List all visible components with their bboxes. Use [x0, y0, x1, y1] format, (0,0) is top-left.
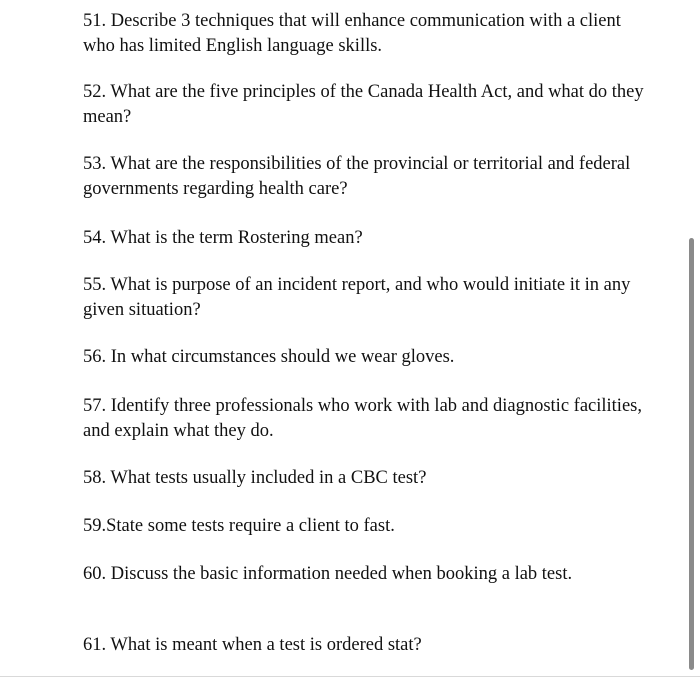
- question-57: 57. Identify three professionals who work with lab and diagnostic facilities, and explain what they do.: [83, 396, 642, 441]
- question-55: 55. What is purpose of an incident report, and who would initiate it in any given situation?: [83, 275, 631, 320]
- question-59: 59.State some tests require a client to fast.: [83, 516, 395, 536]
- question-54: 54. What is the term Rostering mean?: [83, 228, 363, 248]
- vertical-scrollbar[interactable]: [689, 238, 694, 670]
- question-61: 61. What is meant when a test is ordered stat?: [83, 635, 422, 655]
- question-56: 56. In what circumstances should we wear gloves.: [83, 347, 455, 367]
- question-53: 53. What are the responsibilities of the provincial or territorial and federal governments regarding health care?: [83, 154, 631, 199]
- question-58: 58. What tests usually included in a CBC test?: [83, 468, 427, 488]
- question-52: 52. What are the five principles of the Canada Health Act, and what do they mean?: [83, 82, 644, 127]
- question-51: 51. Describe 3 techniques that will enhance communication with a client who has limited English language skills.: [83, 11, 621, 56]
- bottom-divider: [0, 676, 700, 677]
- question-60: 60. Discuss the basic information needed when booking a lab test.: [83, 564, 573, 584]
